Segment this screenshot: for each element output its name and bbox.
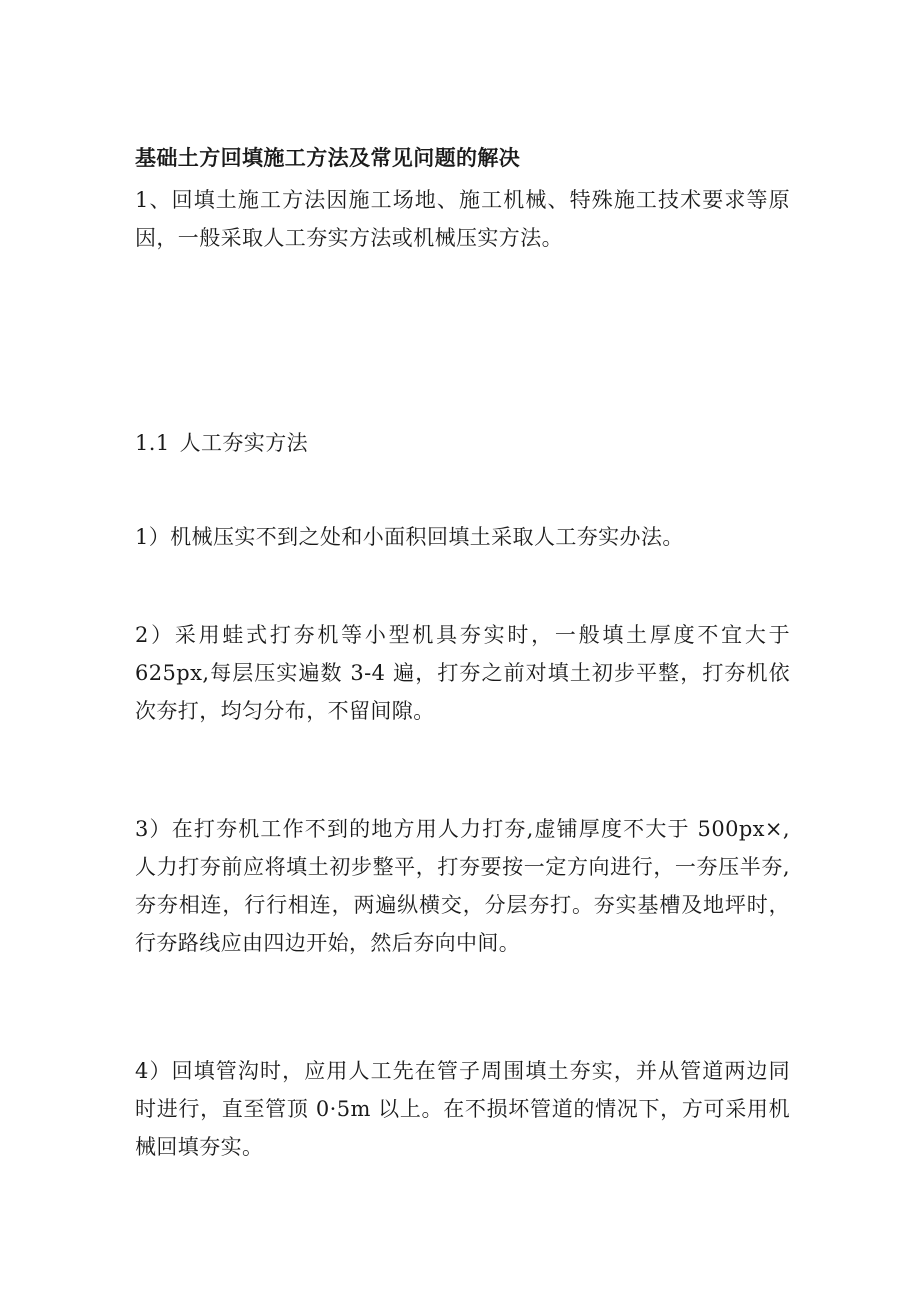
list-item-1: 1）机械压实不到之处和小面积回填土采取人工夯实办法。 — [135, 525, 684, 549]
section-heading — [135, 424, 790, 462]
list-item-2: 2）采用蛙式打夯机等小型机具夯实时，一般填土厚度不宜大于625px,每层压实遍数 3-4 遍，打夯之前对填土初步平整，打夯机依次夯打，均匀分布，不留间隙。 — [135, 623, 790, 723]
list-item-4: 4）回填管沟时，应用人工先在管子周围填土夯实，并从管道两边同时进行，直至管顶 0·5m 以上。在不损坏管道的情况下，方可采用机械回填夯实。 — [135, 1059, 790, 1159]
document-title: 基础土方回填施工方法及常见问题的解决 — [135, 145, 521, 170]
intro-paragraph: 1、回填土施工方法因施工场地、施工机械、特殊施工技术要求等原因，一般采取人工夯实方法或机械压实方法。 — [135, 188, 790, 250]
list-item-3: 3）在打夯机工作不到的地方用人力打夯,虚铺厚度不大于 500px×,人力打夯前应将填土初步整平，打夯要按一定方向进行，一夯压半夯,夯夯相连，行行相连，两遍纵横交，分层夯打。夯实基槽及地坪时，行夯路线应由四边开始，然后夯向中间。 — [135, 817, 790, 955]
section-title: 人工夯实方法 — [179, 431, 309, 455]
section-number: 1.1 — [135, 431, 170, 455]
